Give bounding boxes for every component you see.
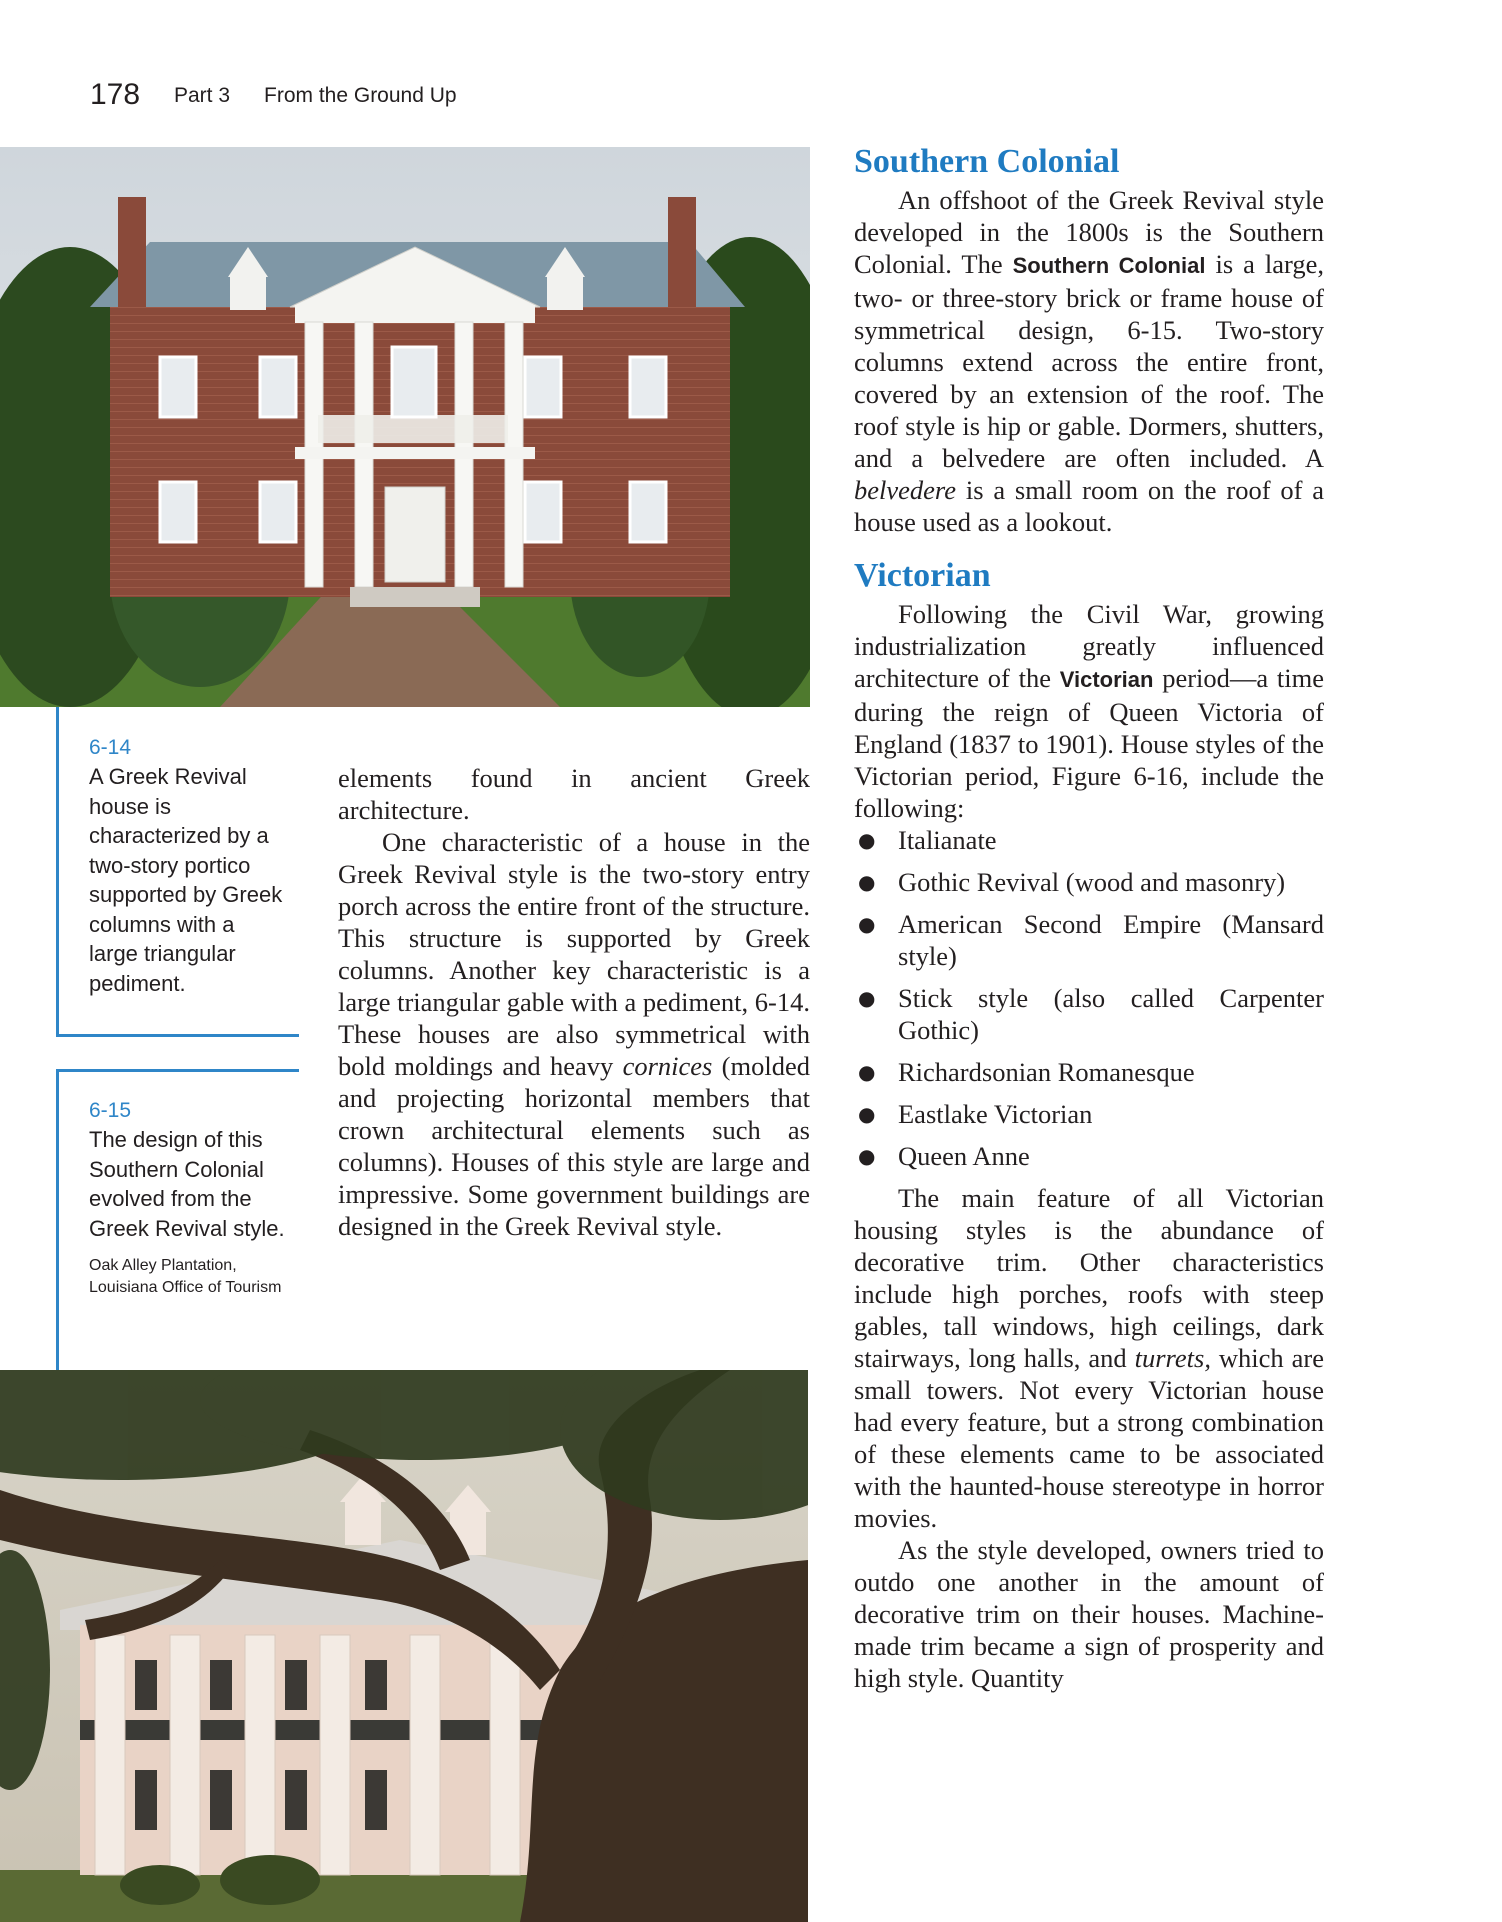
paragraph: Following the Civil War, growing industrialization greatly influenced architecture of the Victorian period—a time during the reign of Queen Victoria of England (1837 to 1901). House styles of the Victorian period, Figure 6-16, include the following:	[854, 599, 1325, 823]
figure-caption-text: The design of this Southern Colonial evolved from the Greek Revival style.	[89, 1127, 285, 1241]
figure-caption-text: A Greek Revival house is characterized by a two-story portico supported by Greek columns with a large triangular pediment.	[89, 764, 283, 996]
key-term: Southern Colonial	[1012, 253, 1206, 278]
paragraph: As the style developed, owners tried to outdo one another in the amount of decorative trim on their houses. Machine-made trim became a sign of prosperity and high style. Quantity	[854, 1535, 1324, 1693]
list-item: ● Queen Anne	[858, 1141, 1030, 1171]
list-item: ● Eastlake Victorian	[858, 1099, 1093, 1129]
section-heading-victorian: Victorian	[854, 557, 991, 594]
figure-caption-6-15	[56, 1069, 299, 1372]
list-item: ● Richardsonian Romanesque	[858, 1057, 1195, 1087]
right-column	[854, 142, 1324, 1694]
victorian-styles-list	[854, 824, 1324, 1172]
list-item: ● Stick style (also called Carpenter Gothic)	[858, 983, 1324, 1045]
key-term: Victorian	[1059, 667, 1154, 692]
term-cornices: cornices	[622, 1051, 713, 1081]
southern-colonial-plantation-photo	[0, 1370, 808, 1922]
list-item: ● Gothic Revival (wood and masonry)	[858, 867, 1286, 897]
paragraph: elements found in ancient Greek architecture.	[338, 763, 810, 825]
list-item: ● American Second Empire (Mansard style)	[858, 909, 1324, 971]
part-label: Part 3	[174, 84, 231, 107]
paragraph: An offshoot of the Greek Revival style developed in the 1800s is the Southern Colonial. The Southern Colonial is a large, two- or three-story brick or frame house of symmetrical design, 6-15. Two-story columns extend across the entire front, covered by an extension of the roof. The roof style is hip or gable. Dormers, shutters, and a belvedere are often included. A belvedere is a small room on the roof of a house used as a lookout.	[854, 185, 1324, 537]
paragraph: The main feature of all Victorian housing styles is the abundance of decorative trim. Other characteristics include high porches, roofs with steep gables, tall windows, high ceilings, dark stairways, long halls, and turrets, which are small towers. Not every Victorian house had every feature, but a strong combination of these elements came to be associated with the haunted-house stereotype in horror movies.	[854, 1183, 1324, 1533]
chapter-title: From the Ground Up	[264, 84, 457, 107]
page-number: 178	[90, 78, 141, 111]
photo-credit: Oak Alley Plantation, Louisiana Office of Tourism	[89, 1257, 282, 1296]
greek-revival-text	[338, 762, 810, 1242]
section-heading-southern-colonial: Southern Colonial	[854, 143, 1120, 180]
greek-revival-house-photo	[0, 147, 810, 707]
list-item: ● Italianate	[858, 825, 997, 855]
paragraph: One characteristic of a house in the Greek Revival style is the two-story entry porch across the entire front of the structure. This structure is supported by Greek columns. Another key characteristic is a large triangular gable with a pediment, 6-14. These houses are also symmetrical with bold moldings and heavy cornices (molded and projecting horizontal members that crown architectural elements such as columns). Houses of this style are large and impressive. Some government buildings are designed in the Greek Revival style.	[338, 827, 810, 1241]
term-turrets: turrets,	[1134, 1343, 1211, 1373]
term-belvedere: belvedere	[854, 475, 957, 505]
figure-number: 6-14	[89, 736, 132, 759]
figure-number: 6-15	[89, 1099, 132, 1122]
figure-caption-6-14	[56, 707, 299, 1037]
